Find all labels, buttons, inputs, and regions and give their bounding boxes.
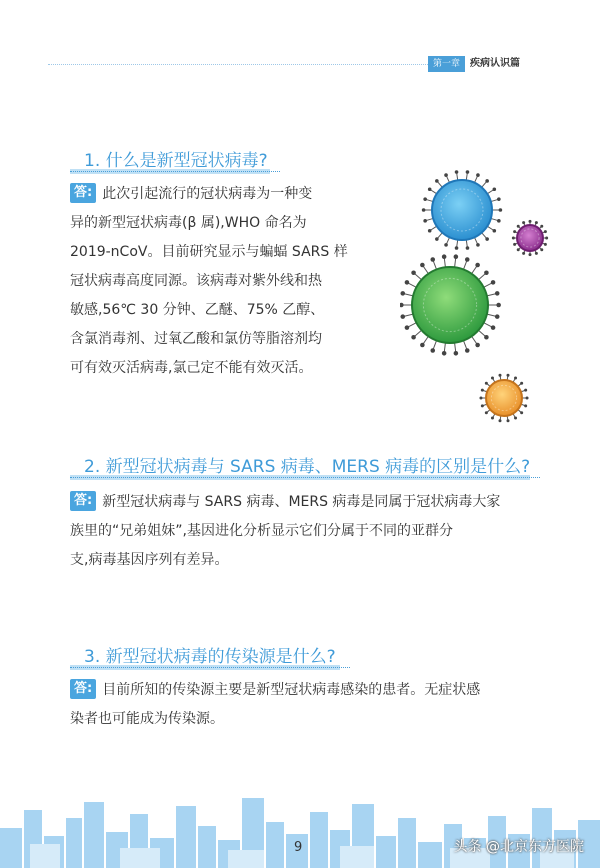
question-3-text: 3. 新型冠状病毒的传染源是什么? xyxy=(84,647,336,667)
watermark: 头条 @北京东方医院 xyxy=(453,839,584,855)
city-skyline xyxy=(0,788,600,868)
question-2 xyxy=(70,448,540,480)
chapter-tag xyxy=(428,56,520,72)
answer-3-line: 染者也可能成为传染源。 xyxy=(70,711,224,727)
answer-2 xyxy=(70,488,540,575)
section-label: 疾病认识篇 xyxy=(470,58,521,69)
answer-1-line: 2019-nCoV。目前研究显示与蝙蝠 SARS 样 xyxy=(70,244,348,260)
answer-1-line: 敏感,56℃ 30 分钟、乙醚、75% 乙醇、 xyxy=(70,302,325,318)
virus-green xyxy=(400,254,501,355)
answer-1-line: 异的新型冠状病毒(β 属),WHO 命名为 xyxy=(70,215,307,231)
answer-2-line: 族里的“兄弟姐妹”,基因进化分析显示它们分属于不同的亚群分 xyxy=(70,523,453,539)
question-2-text: 2. 新型冠状病毒与 SARS 病毒、MERS 病毒的区别是什么? xyxy=(84,457,531,477)
question-rule xyxy=(70,667,350,668)
question-3 xyxy=(70,638,540,670)
coronavirus-illustration xyxy=(400,160,580,440)
answer-3-line: 目前所知的传染源主要是新型冠状病毒感染的患者。无症状感 xyxy=(102,682,481,698)
virus-orange xyxy=(479,374,528,422)
answer-2-line: 新型冠状病毒与 SARS 病毒、MERS 病毒是同属于冠状病毒大家 xyxy=(102,494,501,510)
question-1-text: 1. 什么是新型冠状病毒? xyxy=(84,151,268,171)
virus-blue xyxy=(422,170,502,250)
chapter-label: 第一章 xyxy=(428,56,465,72)
question-rule xyxy=(70,171,280,172)
question-rule xyxy=(70,477,540,478)
answer-badge: 答: xyxy=(70,679,96,699)
answer-1 xyxy=(70,180,390,383)
answer-1-line: 冠状病毒高度同源。该病毒对紫外线和热 xyxy=(70,273,322,289)
answer-badge: 答: xyxy=(70,491,96,511)
header-rule xyxy=(48,64,428,65)
answer-3 xyxy=(70,676,540,734)
answer-1-line: 此次引起流行的冠状病毒为一种变 xyxy=(102,186,313,202)
answer-2-line: 支,病毒基因序列有差异。 xyxy=(70,552,229,568)
virus-purple xyxy=(512,220,548,256)
answer-1-line: 含氯消毒剂、过氧乙酸和氯仿等脂溶剂均 xyxy=(70,331,322,347)
page-number: 9 xyxy=(294,840,303,855)
answer-badge: 答: xyxy=(70,183,96,203)
answer-1-line: 可有效灭活病毒,氯己定不能有效灭活。 xyxy=(70,360,313,376)
